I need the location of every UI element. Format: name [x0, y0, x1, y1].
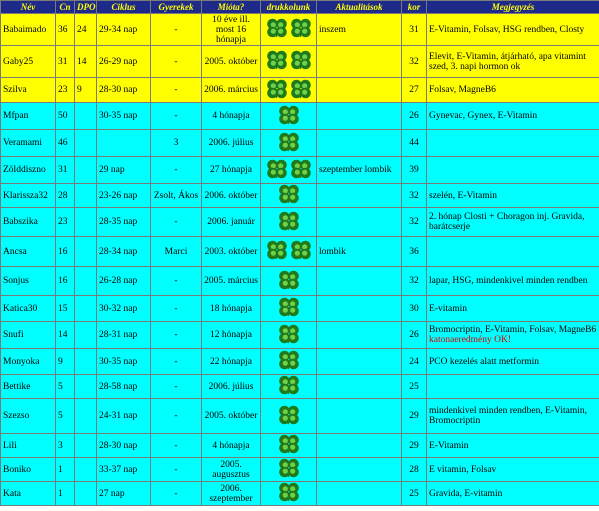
cell-aktualitasok — [317, 78, 402, 103]
cell-aktualitasok — [317, 267, 402, 296]
clover-icon — [266, 159, 288, 179]
cell-gyerekek: - — [151, 482, 202, 506]
cell-megjegyzes — [427, 458, 599, 482]
cell-dpo — [75, 322, 97, 349]
col-header-dpo: DPO — [75, 1, 97, 14]
cell-aktualitasok — [317, 130, 402, 157]
col-header-nev: Név — [1, 1, 56, 14]
cell-ciklus: 23-26 nap — [97, 184, 151, 208]
cell-drukkolunk — [261, 78, 317, 103]
note-text: Bromocriptin, E-Vitamin, Folsav, MagneB6 — [429, 325, 597, 335]
cell-megjegyzes — [427, 103, 599, 130]
cell-gyerekek: - — [151, 434, 202, 458]
cell-megjegyzes — [427, 130, 599, 157]
cell-megjegyzes — [427, 482, 599, 506]
cell-gyerekek: - — [151, 322, 202, 349]
cell-cn: 31 — [56, 157, 75, 184]
cell-gyerekek: 3 — [151, 130, 202, 157]
cell-miota: 2006. október — [202, 184, 261, 208]
cell-cn: 36 — [56, 14, 75, 46]
cell-name: Zölddiszno — [1, 157, 56, 184]
cell-aktualitasok — [317, 375, 402, 399]
note-text: mindenkivel minden rendben, E-Vitamin, Bromocriptin — [429, 406, 587, 426]
cell-dpo — [75, 184, 97, 208]
cell-megjegyzes — [427, 208, 599, 237]
col-header-megjegyzes: Megjegyzés — [427, 1, 599, 14]
cell-aktualitasok — [317, 103, 402, 130]
cell-miota: 18 hónapja — [202, 296, 261, 322]
cell-megjegyzes — [427, 184, 599, 208]
cell-gyerekek: - — [151, 296, 202, 322]
cell-miota: 2006. március — [202, 78, 261, 103]
cell-kor: 28 — [402, 458, 427, 482]
table-row — [1, 46, 599, 78]
cell-cn: 3 — [56, 434, 75, 458]
cell-gyerekek: - — [151, 103, 202, 130]
cell-miota: 2005. augusztus — [202, 458, 261, 482]
cell-aktualitasok — [317, 349, 402, 375]
cell-kor: 30 — [402, 296, 427, 322]
cell-ciklus: 28-34 nap — [97, 237, 151, 267]
note-text: PCO kezelés alatt metformin — [429, 356, 540, 367]
cell-gyerekek: - — [151, 14, 202, 46]
clover-icon — [278, 434, 300, 454]
note-highlight-text: katonaeredmény OK! — [429, 335, 512, 345]
table-row — [1, 130, 599, 157]
cell-ciklus: 28-58 nap — [97, 375, 151, 399]
table-row — [1, 399, 599, 434]
table-row — [1, 208, 599, 237]
col-header-miota: Mióta? — [202, 1, 261, 14]
cell-dpo — [75, 349, 97, 375]
cell-kor: 27 — [402, 78, 427, 103]
table-row — [1, 157, 599, 184]
cell-kor: 29 — [402, 399, 427, 434]
cell-drukkolunk — [261, 237, 317, 267]
cell-cn: 31 — [56, 46, 75, 78]
table-row — [1, 322, 599, 349]
cell-ciklus: 24-31 nap — [97, 399, 151, 434]
cell-cn: 16 — [56, 237, 75, 267]
cell-cn: 5 — [56, 399, 75, 434]
cell-kor: 25 — [402, 482, 427, 506]
col-header-cn: Cn — [56, 1, 75, 14]
clover-icon — [278, 482, 300, 502]
clover-icon — [278, 324, 300, 344]
clover-icon — [278, 184, 300, 204]
cell-aktualitasok — [317, 482, 402, 506]
cell-name: Katica30 — [1, 296, 56, 322]
cell-drukkolunk — [261, 322, 317, 349]
cell-cn: 28 — [56, 184, 75, 208]
cell-aktualitasok — [317, 399, 402, 434]
cell-megjegyzes — [427, 46, 599, 78]
cell-megjegyzes — [427, 237, 599, 267]
table-row — [1, 375, 599, 399]
cell-drukkolunk — [261, 349, 317, 375]
cell-name: Babaimado — [1, 14, 56, 46]
cell-kor: 32 — [402, 267, 427, 296]
col-header-aktualitasok: Aktualitások — [317, 1, 402, 14]
cell-miota: 4 hónapja — [202, 434, 261, 458]
cell-gyerekek: - — [151, 46, 202, 78]
clover-icon — [278, 105, 300, 125]
table-body — [1, 14, 599, 506]
cell-dpo — [75, 103, 97, 130]
table-row — [1, 237, 599, 267]
cell-dpo: 14 — [75, 46, 97, 78]
table-row — [1, 78, 599, 103]
cell-megjegyzes — [427, 375, 599, 399]
cell-gyerekek: - — [151, 208, 202, 237]
cell-ciklus: 28-31 nap — [97, 322, 151, 349]
cell-name: Monyoka — [1, 349, 56, 375]
cell-miota: 12 hónapja — [202, 322, 261, 349]
cell-drukkolunk — [261, 375, 317, 399]
clover-icon — [290, 18, 312, 38]
cell-drukkolunk — [261, 157, 317, 184]
cell-name: Sonjus — [1, 267, 56, 296]
cell-kor: 32 — [402, 46, 427, 78]
clover-icon — [290, 50, 312, 70]
cell-dpo — [75, 482, 97, 506]
cell-name: Kata — [1, 482, 56, 506]
note-text: 2. hónap Closti + Choragon inj. Gravida, barátcserje — [429, 212, 585, 232]
cell-drukkolunk — [261, 296, 317, 322]
clover-icon — [278, 211, 300, 231]
cell-kor: 29 — [402, 434, 427, 458]
cell-cn: 5 — [56, 375, 75, 399]
note-text: lapar, HSG, mindenkivel minden rendben — [429, 276, 588, 286]
cell-name: Mfpan — [1, 103, 56, 130]
note-text: E-Vitamin — [429, 440, 469, 451]
cell-kor: 31 — [402, 14, 427, 46]
note-text: Elevit, E-Vitamin, átjárható, apa vitamint szed, 3. napi hormon ok — [429, 51, 586, 72]
cell-megjegyzes — [427, 296, 599, 322]
cell-kor: 39 — [402, 157, 427, 184]
clover-icon — [278, 375, 300, 395]
cell-megjegyzes — [427, 322, 599, 349]
cell-drukkolunk — [261, 267, 317, 296]
clover-icon — [266, 79, 288, 99]
table-row — [1, 349, 599, 375]
cell-drukkolunk — [261, 184, 317, 208]
col-header-ciklus: Ciklus — [97, 1, 151, 14]
note-text: Folsav, MagneB6 — [429, 85, 496, 95]
cell-ciklus: 27 nap — [97, 482, 151, 506]
cell-aktualitasok — [317, 296, 402, 322]
cell-cn: 15 — [56, 296, 75, 322]
clover-icon — [290, 79, 312, 99]
clover-icon — [278, 458, 300, 478]
cell-gyerekek: Zsolt, Ákos — [151, 184, 202, 208]
cell-gyerekek: Marci — [151, 237, 202, 267]
col-header-kor: kor — [402, 1, 427, 14]
cell-dpo: 24 — [75, 14, 97, 46]
cell-ciklus: 28-30 nap — [97, 434, 151, 458]
col-header-drukkolunk: drukkolunk — [261, 1, 317, 14]
clover-icon — [290, 159, 312, 179]
note-text: E-Vitamin, Folsav, HSG rendben, Closty — [429, 24, 585, 35]
cell-name: Bettike — [1, 375, 56, 399]
cell-drukkolunk — [261, 399, 317, 434]
cell-name: Veramami — [1, 130, 56, 157]
cell-cn: 23 — [56, 208, 75, 237]
header-row — [1, 1, 599, 14]
cell-dpo — [75, 399, 97, 434]
cell-drukkolunk — [261, 14, 317, 46]
cell-ciklus: 30-32 nap — [97, 296, 151, 322]
table-row — [1, 14, 599, 46]
cell-ciklus: 26-28 nap — [97, 267, 151, 296]
cell-cn: 16 — [56, 267, 75, 296]
cell-miota: 2005. október — [202, 399, 261, 434]
clover-icon — [266, 50, 288, 70]
cell-miota: 4 hónapja — [202, 103, 261, 130]
cell-name: Lili — [1, 434, 56, 458]
cell-ciklus: 28-30 nap — [97, 78, 151, 103]
cell-dpo — [75, 208, 97, 237]
cell-aktualitasok: inszem — [317, 14, 402, 46]
cell-gyerekek: - — [151, 78, 202, 103]
cell-aktualitasok — [317, 434, 402, 458]
table-row — [1, 434, 599, 458]
cell-megjegyzes — [427, 434, 599, 458]
cell-cn: 23 — [56, 78, 75, 103]
cell-aktualitasok: szeptember lombik — [317, 157, 402, 184]
cell-drukkolunk — [261, 103, 317, 130]
table-row — [1, 103, 599, 130]
cell-kor: 26 — [402, 103, 427, 130]
cell-megjegyzes — [427, 267, 599, 296]
cell-miota: 2006. január — [202, 208, 261, 237]
cell-cn: 1 — [56, 482, 75, 506]
cell-aktualitasok — [317, 458, 402, 482]
cell-drukkolunk — [261, 46, 317, 78]
cell-ciklus: 29-34 nap — [97, 14, 151, 46]
note-text: E-vitamin — [429, 303, 467, 314]
cell-ciklus: 33-37 nap — [97, 458, 151, 482]
cell-gyerekek: - — [151, 399, 202, 434]
cell-cn: 50 — [56, 103, 75, 130]
cell-dpo — [75, 434, 97, 458]
clover-icon — [278, 297, 300, 317]
note-text: E vitamin, Folsav — [429, 464, 497, 475]
note-text: szelén, E-Vitamin — [429, 190, 498, 201]
cell-gyerekek: - — [151, 375, 202, 399]
cell-kor: 32 — [402, 184, 427, 208]
cell-miota: 2006. július — [202, 375, 261, 399]
cell-kor: 25 — [402, 375, 427, 399]
cell-megjegyzes — [427, 78, 599, 103]
cell-ciklus: 28-35 nap — [97, 208, 151, 237]
cell-dpo — [75, 267, 97, 296]
cell-ciklus: 26-29 nap — [97, 46, 151, 78]
cell-name: Gaby25 — [1, 46, 56, 78]
cell-gyerekek: - — [151, 458, 202, 482]
cell-drukkolunk — [261, 130, 317, 157]
note-text: Gravida, E-vitamin — [429, 488, 503, 499]
table-row — [1, 184, 599, 208]
cell-aktualitasok — [317, 184, 402, 208]
clover-icon — [278, 405, 300, 425]
cell-dpo — [75, 296, 97, 322]
cell-dpo — [75, 157, 97, 184]
table-row — [1, 296, 599, 322]
cell-miota: 2005. március — [202, 267, 261, 296]
cell-kor: 44 — [402, 130, 427, 157]
cell-aktualitasok: lombik — [317, 237, 402, 267]
clover-icon — [278, 270, 300, 290]
cell-name: Szezso — [1, 399, 56, 434]
table-row — [1, 482, 599, 506]
cell-name: Ancsa — [1, 237, 56, 267]
cell-megjegyzes — [427, 399, 599, 434]
cell-name: Boniko — [1, 458, 56, 482]
cell-megjegyzes — [427, 14, 599, 46]
cell-dpo: 9 — [75, 78, 97, 103]
cell-aktualitasok — [317, 208, 402, 237]
clover-icon — [290, 240, 312, 260]
cell-dpo — [75, 237, 97, 267]
cell-miota: 27 hónapja — [202, 157, 261, 184]
col-header-gyerekek: Gyerekek — [151, 1, 202, 14]
cell-miota: 10 éve ill. most 16 hónapja — [202, 14, 261, 46]
table-row — [1, 458, 599, 482]
clover-icon — [266, 18, 288, 38]
cell-miota: 2003. október — [202, 237, 261, 267]
cell-megjegyzes — [427, 349, 599, 375]
table-row — [1, 267, 599, 296]
cell-drukkolunk — [261, 458, 317, 482]
cell-miota: 22 hónapja — [202, 349, 261, 375]
cell-aktualitasok — [317, 322, 402, 349]
cell-dpo — [75, 375, 97, 399]
cell-dpo — [75, 458, 97, 482]
clover-icon — [278, 350, 300, 370]
cell-megjegyzes — [427, 157, 599, 184]
cell-kor: 26 — [402, 322, 427, 349]
cell-ciklus: 29 nap — [97, 157, 151, 184]
cell-aktualitasok — [317, 46, 402, 78]
cell-ciklus: 30-35 nap — [97, 349, 151, 375]
cell-name: Szilva — [1, 78, 56, 103]
note-text: Gynevac, Gynex, E-Vitamin — [429, 111, 538, 121]
cell-miota: 2005. október — [202, 46, 261, 78]
cell-cn: 46 — [56, 130, 75, 157]
cell-gyerekek: - — [151, 267, 202, 296]
cell-name: Snufi — [1, 322, 56, 349]
cell-drukkolunk — [261, 208, 317, 237]
cell-gyerekek: - — [151, 157, 202, 184]
cell-cn: 1 — [56, 458, 75, 482]
cell-kor: 32 — [402, 208, 427, 237]
cell-cn: 14 — [56, 322, 75, 349]
cell-dpo — [75, 130, 97, 157]
cell-name: Klarissza32 — [1, 184, 56, 208]
clover-icon — [278, 132, 300, 152]
cell-name: Babszika — [1, 208, 56, 237]
cell-drukkolunk — [261, 482, 317, 506]
cell-ciklus — [97, 130, 151, 157]
cell-miota: 2006. július — [202, 130, 261, 157]
cell-kor: 36 — [402, 237, 427, 267]
clover-icon — [266, 240, 288, 260]
cell-kor: 24 — [402, 349, 427, 375]
cell-ciklus: 30-35 nap — [97, 103, 151, 130]
cell-cn: 9 — [56, 349, 75, 375]
cell-miota: 2006. szeptember — [202, 482, 261, 506]
cell-drukkolunk — [261, 434, 317, 458]
cell-gyerekek: - — [151, 349, 202, 375]
